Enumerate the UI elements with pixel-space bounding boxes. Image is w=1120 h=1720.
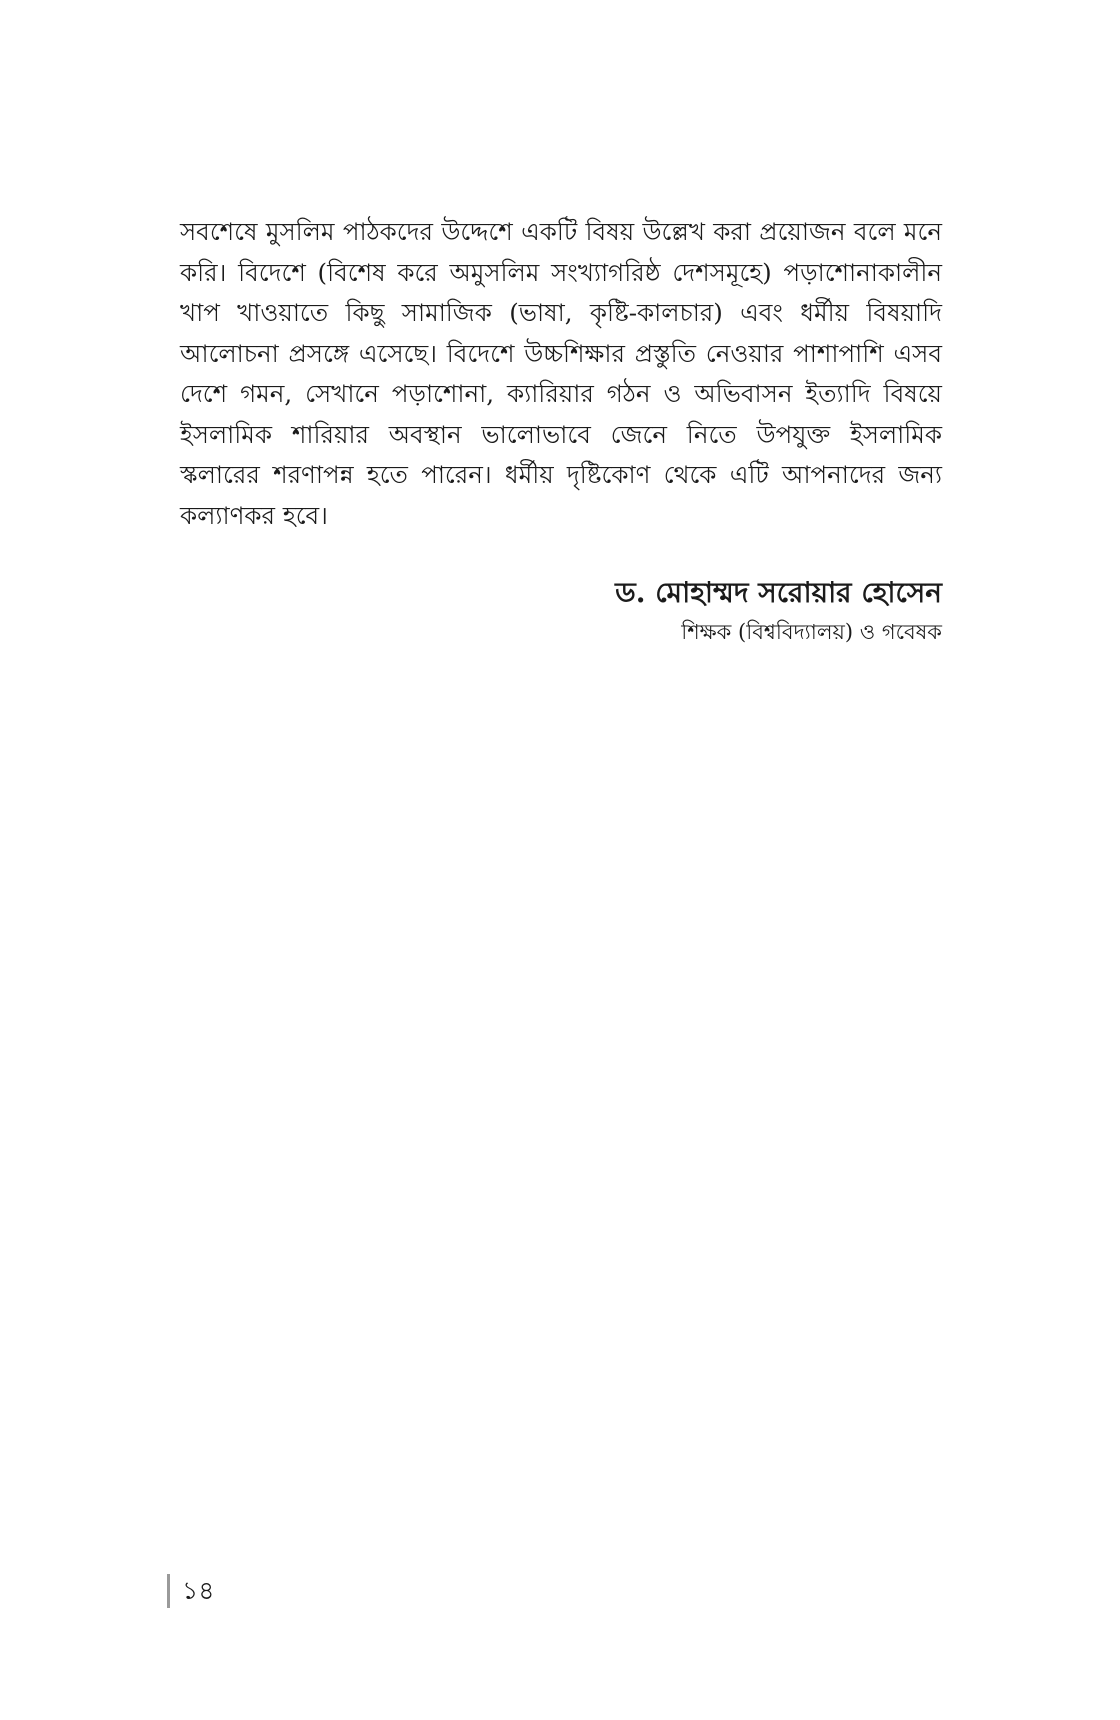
page-number: ১৪: [182, 1576, 215, 1605]
author-name: ড. মোহাম্মদ সরোয়ার হোসেন: [615, 576, 942, 609]
body-paragraph: সবশেষে মুসলিম পাঠকদের উদ্দেশে একটি বিষয় উল্লেখ করা প্রয়োজন বলে মনে করি। বিদেশে (বিশেষ করে অমুসলিম সংখ্যাগরিষ্ঠ দেশসমূহে) পড়াশোনাকালীন খাপ খাওয়াতে কিছু সামাজিক (ভাষা, কৃষ্টি-কালচার) এবং ধর্মীয় বিষয়াদি আলোচনা প্রসঙ্গে এসেছে। বিদেশে উচ্চশিক্ষার প্রস্তুতি নেওয়ার পাশাপাশি এসব দেশে গমন, সেখানে পড়াশোনা, ক্যারিয়ার গঠন ও অভিবাসন ইত্যাদি বিষয়ে ইসলামিক শারিয়ার অবস্থান ভালোভাবে জেনে নিতে উপযুক্ত ইসলামিক স্কলারের শরণাপন্ন হতে পারেন। ধর্মীয় দৃষ্টিকোণ থেকে এটি আপনাদের জন্য কল্যাণকর হবে।: [180, 217, 942, 530]
author-signature-block: [615, 572, 942, 650]
author-title: শিক্ষক (বিশ্ববিদ্যালয়) ও গবেষক: [681, 620, 942, 644]
page-number-divider: [167, 1574, 170, 1608]
